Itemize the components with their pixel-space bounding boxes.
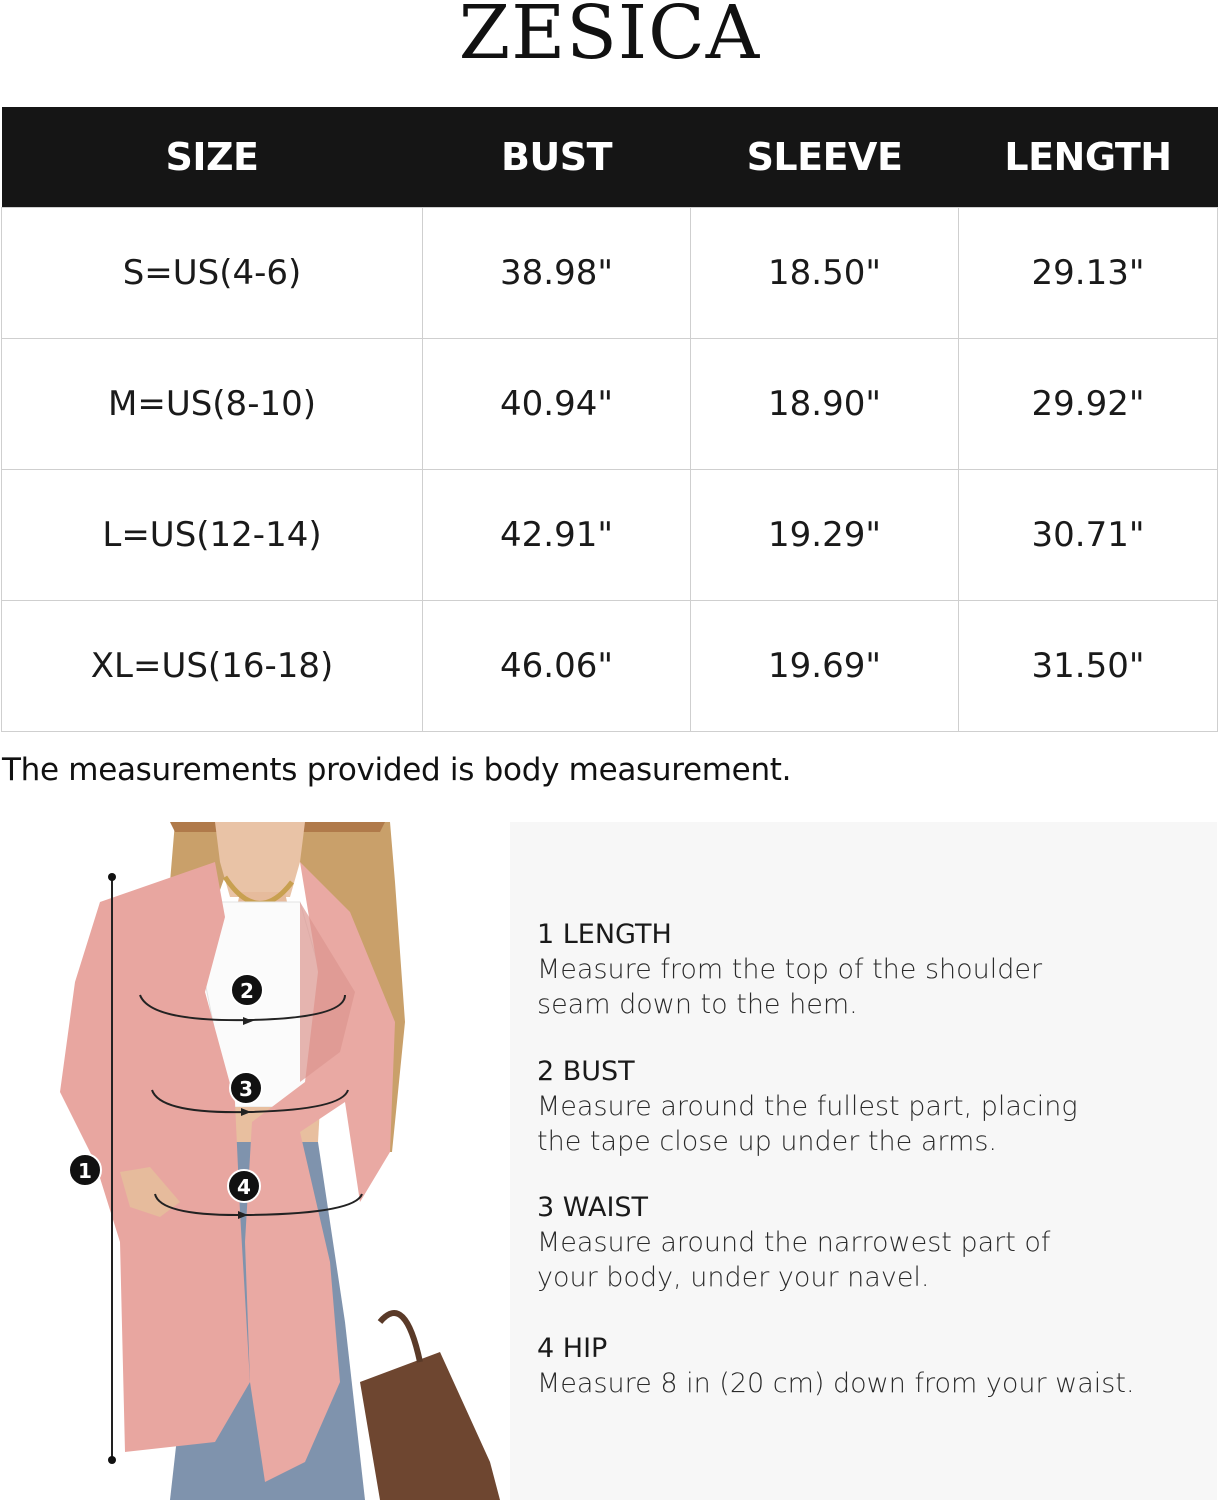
guide-item-bust: [537, 1055, 1197, 1159]
measurement-note: The measurements provided is body measurement.: [2, 752, 792, 788]
length-cell: 29.13": [959, 208, 1218, 339]
header-size: SIZE: [2, 107, 423, 208]
size-cell: S=US(4-6): [2, 208, 423, 339]
measurement-guide-panel: [510, 822, 1217, 1500]
guide-desc-line: the tape close up under the arms.: [537, 1126, 997, 1157]
size-chart-table: [1, 107, 1218, 732]
marker-1: [69, 1154, 101, 1186]
marker-1-label: 1: [78, 1159, 92, 1183]
marker-4: [228, 1170, 260, 1202]
table-row: [2, 339, 1218, 470]
sleeve-cell: 18.50": [691, 208, 959, 339]
length-line-bottom-dot: [108, 1456, 116, 1464]
model-diagram: [0, 822, 510, 1500]
length-cell: 31.50": [959, 601, 1218, 732]
guide-title: 1 LENGTH: [537, 919, 672, 950]
bag-handle: [380, 1313, 420, 1362]
brand-logo: ZESICA: [458, 0, 761, 76]
header-length: LENGTH: [959, 107, 1218, 208]
marker-3-label: 3: [239, 1077, 253, 1101]
size-cell: L=US(12-14): [2, 470, 423, 601]
size-cell: M=US(8-10): [2, 339, 423, 470]
length-cell: 29.92": [959, 339, 1218, 470]
marker-3: [230, 1072, 262, 1104]
marker-2-label: 2: [240, 979, 254, 1003]
guide-desc-line: Measure around the fullest part, placing: [537, 1091, 1078, 1122]
table-row: [2, 470, 1218, 601]
guide-title: 3 WAIST: [537, 1192, 649, 1223]
guide-desc-line: seam down to the hem.: [537, 989, 858, 1020]
model-figure-illustration: [0, 822, 510, 1500]
sleeve-cell: 19.69": [691, 601, 959, 732]
header-bust: BUST: [423, 107, 691, 208]
guide-desc-line: Measure 8 in (20 cm) down from your waist.: [537, 1368, 1135, 1399]
guide-desc-line: Measure around the narrowest part of: [537, 1227, 1051, 1258]
length-line-top-dot: [108, 873, 116, 881]
marker-4-label: 4: [237, 1175, 251, 1199]
length-cell: 30.71": [959, 470, 1218, 601]
guide-item-length: [537, 918, 1197, 1022]
guide-title: 2 BUST: [537, 1056, 635, 1087]
table-row: [2, 208, 1218, 339]
guide-desc-line: Measure from the top of the shoulder: [537, 954, 1043, 985]
header-sleeve: SLEEVE: [691, 107, 959, 208]
bag-shape: [360, 1352, 500, 1500]
guide-item-waist: [537, 1191, 1197, 1295]
sleeve-cell: 18.90": [691, 339, 959, 470]
bust-cell: 42.91": [423, 470, 691, 601]
table-row: [2, 601, 1218, 732]
bust-cell: 40.94": [423, 339, 691, 470]
guide-title: 4 HIP: [537, 1333, 608, 1364]
table-header-row: [2, 107, 1218, 208]
guide-item-hip: [537, 1332, 1197, 1401]
bust-cell: 38.98": [423, 208, 691, 339]
guide-desc-line: your body, under your navel.: [537, 1262, 930, 1293]
size-cell: XL=US(16-18): [2, 601, 423, 732]
marker-2: [231, 974, 263, 1006]
sleeve-cell: 19.29": [691, 470, 959, 601]
bust-cell: 46.06": [423, 601, 691, 732]
